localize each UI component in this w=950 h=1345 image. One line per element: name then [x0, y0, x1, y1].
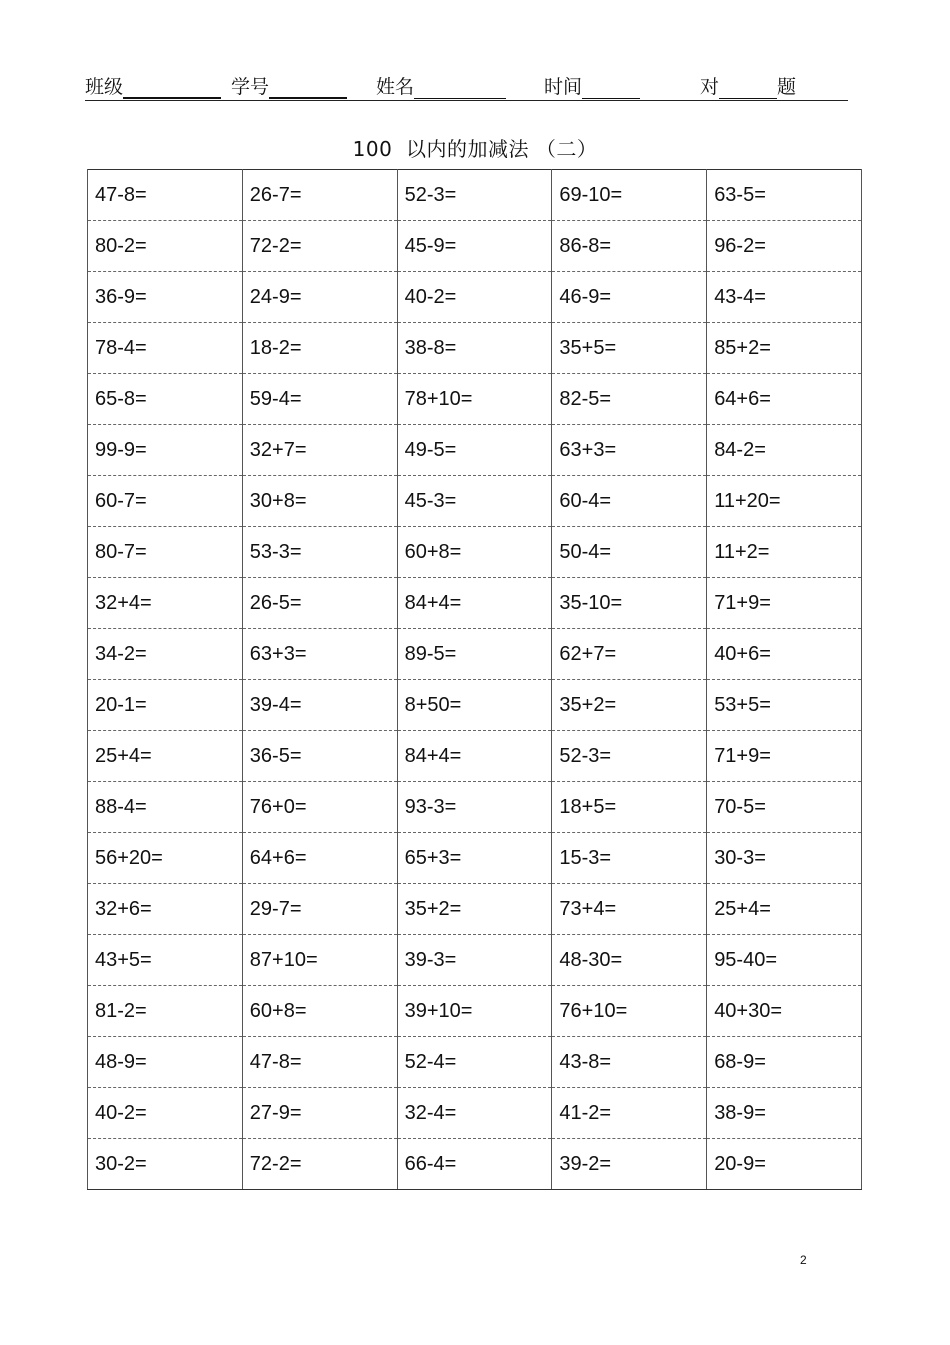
problem-cell[interactable]: 20-9= — [707, 1139, 862, 1190]
problem-cell[interactable]: 34-2= — [88, 629, 243, 680]
problem-cell[interactable]: 80-2= — [88, 221, 243, 272]
problem-cell[interactable]: 11+2= — [707, 527, 862, 578]
problem-row — [88, 476, 862, 527]
problem-cell[interactable]: 53-3= — [242, 527, 397, 578]
problem-cell[interactable]: 52-3= — [552, 731, 707, 782]
problem-cell[interactable]: 11+20= — [707, 476, 862, 527]
problem-cell[interactable]: 30-3= — [707, 833, 862, 884]
problem-cell[interactable]: 78+10= — [397, 374, 552, 425]
problem-cell[interactable]: 20-1= — [88, 680, 243, 731]
score-blank[interactable] — [719, 78, 777, 99]
problem-cell[interactable]: 68-9= — [707, 1037, 862, 1088]
problem-cell[interactable]: 35+2= — [397, 884, 552, 935]
problem-cell[interactable]: 65+3= — [397, 833, 552, 884]
problem-row — [88, 680, 862, 731]
problem-row — [88, 986, 862, 1037]
problem-cell[interactable]: 25+4= — [88, 731, 243, 782]
problem-cell[interactable]: 38-9= — [707, 1088, 862, 1139]
problem-cell[interactable]: 60+8= — [397, 527, 552, 578]
page-number: 2 — [800, 1253, 807, 1267]
problem-cell[interactable]: 48-9= — [88, 1037, 243, 1088]
student-number-label: 学号 — [231, 76, 270, 98]
problem-cell[interactable]: 41-2= — [552, 1088, 707, 1139]
problem-cell[interactable]: 45-9= — [397, 221, 552, 272]
name-field — [376, 72, 506, 99]
problem-cell[interactable]: 43-4= — [707, 272, 862, 323]
problem-cell[interactable]: 32+4= — [88, 578, 243, 629]
problem-row — [88, 578, 862, 629]
problem-cell[interactable]: 39+10= — [397, 986, 552, 1037]
problem-cell[interactable]: 53+5= — [707, 680, 862, 731]
problem-cell[interactable]: 56+20= — [88, 833, 243, 884]
problem-cell[interactable]: 35+5= — [552, 323, 707, 374]
problem-cell[interactable]: 35-10= — [552, 578, 707, 629]
name-label: 姓名 — [376, 76, 415, 98]
problem-cell[interactable]: 40+6= — [707, 629, 862, 680]
problem-cell[interactable]: 46-9= — [552, 272, 707, 323]
problem-row — [88, 170, 862, 221]
problem-cell[interactable]: 50-4= — [552, 527, 707, 578]
problem-cell[interactable]: 93-3= — [397, 782, 552, 833]
problem-cell[interactable]: 72-2= — [242, 1139, 397, 1190]
problem-cell[interactable]: 78-4= — [88, 323, 243, 374]
problem-grid — [87, 169, 862, 1190]
problem-cell[interactable]: 84+4= — [397, 578, 552, 629]
problem-cell[interactable]: 36-9= — [88, 272, 243, 323]
problem-cell[interactable]: 73+4= — [552, 884, 707, 935]
problem-cell[interactable]: 25+4= — [707, 884, 862, 935]
problem-cell[interactable]: 87+10= — [242, 935, 397, 986]
problem-cell[interactable]: 39-2= — [552, 1139, 707, 1190]
problem-row — [88, 221, 862, 272]
problem-cell[interactable]: 43-8= — [552, 1037, 707, 1088]
student-number-field — [231, 72, 347, 99]
problem-cell[interactable]: 24-9= — [242, 272, 397, 323]
problem-cell[interactable]: 26-7= — [242, 170, 397, 221]
time-field — [544, 72, 640, 99]
problem-row — [88, 323, 862, 374]
problem-cell[interactable]: 30-2= — [88, 1139, 243, 1190]
problem-cell[interactable]: 69-10= — [552, 170, 707, 221]
problem-cell[interactable]: 43+5= — [88, 935, 243, 986]
problem-cell[interactable]: 8+50= — [397, 680, 552, 731]
problem-cell[interactable]: 32-4= — [397, 1088, 552, 1139]
class-field — [85, 72, 221, 99]
problem-row — [88, 731, 862, 782]
problem-cell[interactable]: 15-3= — [552, 833, 707, 884]
time-label: 时间 — [544, 76, 583, 98]
problem-cell[interactable]: 64+6= — [242, 833, 397, 884]
problem-cell[interactable]: 40+30= — [707, 986, 862, 1037]
problem-cell[interactable]: 63-5= — [707, 170, 862, 221]
problem-cell[interactable]: 52-4= — [397, 1037, 552, 1088]
problem-cell[interactable]: 76+0= — [242, 782, 397, 833]
problem-cell[interactable]: 30+8= — [242, 476, 397, 527]
problem-cell[interactable]: 99-9= — [88, 425, 243, 476]
problem-row — [88, 884, 862, 935]
problem-cell[interactable]: 81-2= — [88, 986, 243, 1037]
problem-cell[interactable]: 32+7= — [242, 425, 397, 476]
problem-cell[interactable]: 84-2= — [707, 425, 862, 476]
worksheet-title: 100 以内的加减法 （二） — [352, 137, 598, 161]
problem-cell[interactable]: 86-8= — [552, 221, 707, 272]
problem-cell[interactable]: 89-5= — [397, 629, 552, 680]
class-blank[interactable] — [123, 77, 221, 99]
problem-cell[interactable]: 65-8= — [88, 374, 243, 425]
problem-cell[interactable]: 38-8= — [397, 323, 552, 374]
problem-row — [88, 629, 862, 680]
problem-cell[interactable]: 40-2= — [397, 272, 552, 323]
problem-row — [88, 425, 862, 476]
problem-cell[interactable]: 18-2= — [242, 323, 397, 374]
problem-cell[interactable]: 66-4= — [397, 1139, 552, 1190]
problem-cell[interactable]: 36-5= — [242, 731, 397, 782]
problem-cell[interactable]: 85+2= — [707, 323, 862, 374]
problem-cell[interactable]: 39-3= — [397, 935, 552, 986]
problem-cell[interactable]: 71+9= — [707, 731, 862, 782]
problem-cell[interactable]: 60+8= — [242, 986, 397, 1037]
time-blank[interactable] — [582, 78, 640, 99]
name-blank[interactable] — [414, 78, 506, 99]
problem-cell[interactable]: 88-4= — [88, 782, 243, 833]
problem-cell[interactable]: 64+6= — [707, 374, 862, 425]
problem-cell[interactable]: 82-5= — [552, 374, 707, 425]
problem-cell[interactable]: 27-9= — [242, 1088, 397, 1139]
problem-cell[interactable]: 40-2= — [88, 1088, 243, 1139]
problem-cell[interactable]: 60-7= — [88, 476, 243, 527]
problem-cell[interactable]: 96-2= — [707, 221, 862, 272]
problem-cell[interactable]: 26-5= — [242, 578, 397, 629]
problem-cell[interactable]: 47-8= — [88, 170, 243, 221]
problem-cell[interactable]: 59-4= — [242, 374, 397, 425]
problem-cell[interactable]: 29-7= — [242, 884, 397, 935]
problem-row — [88, 782, 862, 833]
problem-row — [88, 527, 862, 578]
problem-cell[interactable]: 63+3= — [242, 629, 397, 680]
student-number-blank[interactable] — [269, 77, 347, 99]
problem-row — [88, 1088, 862, 1139]
problem-row — [88, 374, 862, 425]
problem-row — [88, 833, 862, 884]
problem-cell[interactable]: 72-2= — [242, 221, 397, 272]
problem-cell[interactable]: 39-4= — [242, 680, 397, 731]
problem-cell[interactable]: 80-7= — [88, 527, 243, 578]
problem-cell[interactable]: 70-5= — [707, 782, 862, 833]
problem-row — [88, 935, 862, 986]
problem-cell[interactable]: 35+2= — [552, 680, 707, 731]
worksheet-header — [85, 70, 848, 101]
correct-label: 对 — [700, 76, 720, 98]
problem-cell[interactable]: 49-5= — [397, 425, 552, 476]
problem-cell[interactable]: 62+7= — [552, 629, 707, 680]
problem-row — [88, 1139, 862, 1190]
class-label: 班级 — [85, 76, 124, 98]
problem-cell[interactable]: 76+10= — [552, 986, 707, 1037]
problem-row — [88, 272, 862, 323]
problem-cell[interactable]: 84+4= — [397, 731, 552, 782]
problem-cell[interactable]: 63+3= — [552, 425, 707, 476]
problem-cell[interactable]: 32+6= — [88, 884, 243, 935]
questions-label: 题 — [777, 76, 797, 98]
problem-cell[interactable]: 95-40= — [707, 935, 862, 986]
problem-row — [88, 1037, 862, 1088]
problem-cell[interactable]: 47-8= — [242, 1037, 397, 1088]
problem-cell[interactable]: 48-30= — [552, 935, 707, 986]
problem-cell[interactable]: 52-3= — [397, 170, 552, 221]
score-field — [700, 72, 796, 99]
problem-cell[interactable]: 18+5= — [552, 782, 707, 833]
problem-cell[interactable]: 45-3= — [397, 476, 552, 527]
problem-cell[interactable]: 60-4= — [552, 476, 707, 527]
problem-cell[interactable]: 71+9= — [707, 578, 862, 629]
